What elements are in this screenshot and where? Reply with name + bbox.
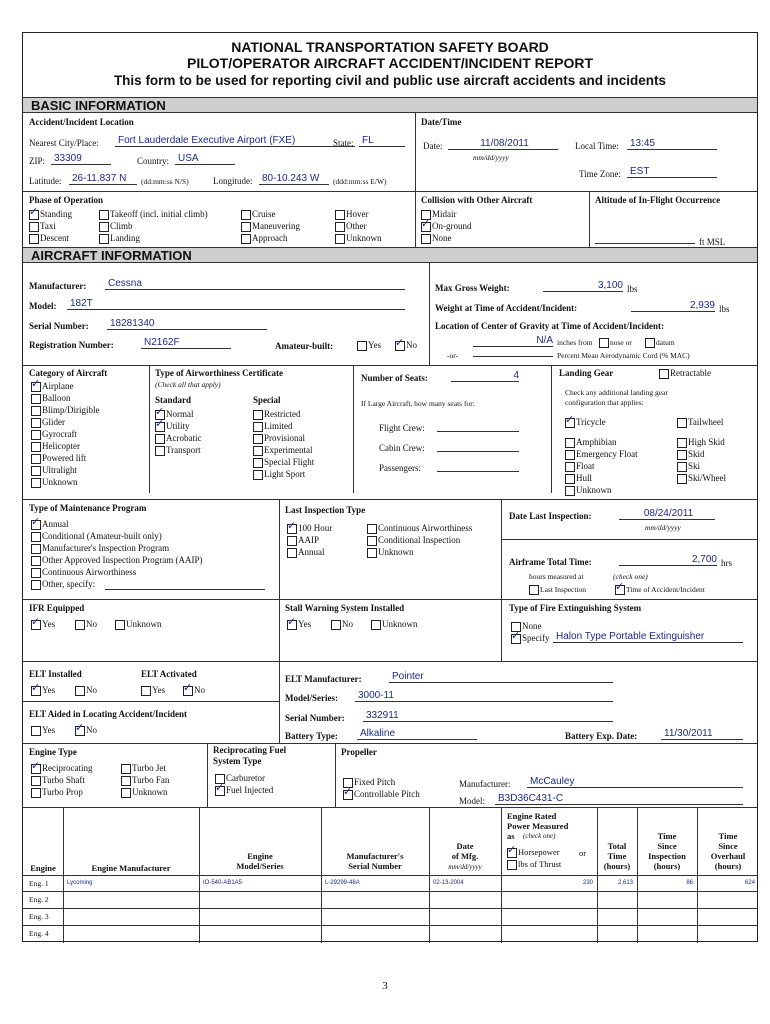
category-title: Category of Aircraft xyxy=(29,368,108,378)
elt-serial-label: Serial Number: xyxy=(285,713,345,723)
insp-continuous-checkbox[interactable]: Continuous Airworthiness xyxy=(367,523,472,534)
special-provisional-checkbox[interactable]: Provisional xyxy=(253,433,305,444)
elt-installed-title: ELT Installed xyxy=(29,669,82,679)
phase-standing-checkbox[interactable]: Standing ✓ xyxy=(29,209,72,220)
elt-manufacturer-field[interactable]: Pointer xyxy=(389,671,613,683)
elt-installed-no-checkbox[interactable]: No xyxy=(75,685,97,696)
gear-emergency-float-checkbox[interactable]: Emergency Float xyxy=(565,449,638,460)
latitude-field[interactable]: 26-11.837 N xyxy=(69,173,137,185)
maint-manufacturer-checkbox[interactable]: Manufacturer's Inspection Program xyxy=(31,543,169,554)
th-serial-1: Manufacturer's xyxy=(346,851,404,861)
phase-other-checkbox[interactable]: Other xyxy=(335,221,367,232)
stall-yes-checkbox[interactable]: Yes ✓ xyxy=(287,619,311,630)
mgw-unit: lbs xyxy=(627,284,638,294)
country-field[interactable]: USA xyxy=(175,153,235,165)
ifr-title: IFR Equipped xyxy=(29,603,85,613)
airworthiness-title: Type of Airworthiness Certificate xyxy=(155,368,284,378)
ifr-yes-checkbox[interactable]: Yes ✓ xyxy=(31,619,55,630)
fuel-system-title-1: Reciprocating Fuel xyxy=(213,745,287,755)
table-cell-date[interactable]: 02-13-2004 xyxy=(433,880,464,886)
latitude-format: (dd:mm:ss N/S) xyxy=(141,177,189,186)
passengers-field[interactable] xyxy=(437,461,519,472)
basic-information-header: BASIC INFORMATION xyxy=(23,97,757,113)
th-power-1: Engine Rated xyxy=(507,811,557,821)
cabin-crew-field[interactable] xyxy=(437,441,519,452)
local-time-label: Local Time: xyxy=(575,141,619,151)
elt-activated-title: ELT Activated xyxy=(141,669,197,679)
collision-none-checkbox[interactable]: None xyxy=(421,233,452,244)
maint-other-checkbox[interactable]: Other, specify: xyxy=(31,579,95,590)
nearest-city-label: Nearest City/Place: xyxy=(29,138,99,148)
th-model-2: Model/Series xyxy=(236,861,284,871)
phase-approach-checkbox[interactable]: Approach xyxy=(241,233,288,244)
gear-ski-wheel-checkbox[interactable]: Ski/Wheel xyxy=(677,473,726,484)
seats-label: Number of Seats: xyxy=(361,373,428,383)
standard-transport-checkbox[interactable]: Transport xyxy=(155,445,201,456)
th-horsepower-checkbox[interactable]: Horsepower ✓ xyxy=(507,847,560,858)
flight-crew-label: Flight Crew: xyxy=(379,423,425,433)
th-engine-manufacturer: Engine Manufacturer xyxy=(91,863,171,873)
th-ovh-2: Since xyxy=(718,841,738,851)
elt-aided-title: ELT Aided in Locating Accident/Incident xyxy=(29,709,188,719)
check-one-note: (check one) xyxy=(613,572,648,581)
category-helicopter-checkbox[interactable]: Helicopter xyxy=(31,441,80,452)
stall-warning-title: Stall Warning System Installed xyxy=(285,603,405,613)
gear-note-2: configuration that applies: xyxy=(565,398,644,407)
gear-unknown-checkbox[interactable]: Unknown xyxy=(565,485,612,496)
engine-turbo-shaft-checkbox[interactable]: Turbo Shaft xyxy=(31,775,85,786)
model-field[interactable]: 182T xyxy=(67,298,405,310)
longitude-field[interactable]: 80-10.243 W xyxy=(259,173,329,185)
table-row-engine: Eng. 3 xyxy=(29,912,49,921)
airframe-unit: hrs xyxy=(721,558,732,568)
table-cell-inspection[interactable]: 86 xyxy=(686,880,693,886)
gear-tailwheel-checkbox[interactable]: Tailwheel xyxy=(677,417,723,428)
gear-skid-checkbox[interactable]: Skid xyxy=(677,449,705,460)
special-experimental-checkbox[interactable]: Experimental xyxy=(253,445,312,456)
table-cell-total[interactable]: 2,613 xyxy=(617,880,633,886)
form-subtitle: This form to be used for reporting civil and public use aircraft accidents and incidents xyxy=(113,73,667,88)
category-airplane-checkbox[interactable]: Airplane ✓ xyxy=(31,381,74,392)
th-power-2: Power Measured xyxy=(507,821,569,831)
form-title-line2: PILOT/OPERATOR AIRCRAFT ACCIDENT/INCIDENT REPORT xyxy=(187,55,593,71)
registration-label: Registration Number: xyxy=(29,340,114,350)
elt-activated-yes-checkbox[interactable]: Yes xyxy=(141,685,165,696)
standard-acrobatic-checkbox[interactable]: Acrobatic xyxy=(155,433,201,444)
gear-note-1: Check any additional landing gear xyxy=(565,388,668,397)
fire-ext-title: Type of Fire Extinguishing System xyxy=(509,603,642,613)
cabin-crew-label: Cabin Crew: xyxy=(379,443,425,453)
th-model-1: Engine xyxy=(247,851,273,861)
cg-or: -or- xyxy=(447,351,459,360)
cg-datum-checkbox[interactable]: datum xyxy=(645,337,675,348)
collision-onground-checkbox[interactable]: On-ground ✓ xyxy=(421,221,472,232)
engine-unknown-checkbox[interactable]: Unknown xyxy=(121,787,168,798)
table-cell-power[interactable]: 230 xyxy=(582,880,593,886)
page-number: 3 xyxy=(382,980,388,992)
gear-retractable-checkbox[interactable]: Retractable xyxy=(659,368,711,379)
battery-exp-field[interactable]: 11/30/2011 xyxy=(661,728,743,740)
table-row-engine: Eng. 2 xyxy=(29,895,49,904)
ifr-unknown-checkbox[interactable]: Unknown xyxy=(115,619,162,630)
zip-label: ZIP: xyxy=(29,156,46,166)
country-label: Country: xyxy=(137,156,170,166)
date-last-inspection-field[interactable]: 08/24/2011 xyxy=(619,508,715,520)
manufacturer-field[interactable]: Cessna xyxy=(105,278,405,290)
propeller-title: Propeller xyxy=(341,747,377,757)
insp-100hour-checkbox[interactable]: 100 Hour ✓ xyxy=(287,523,332,534)
phase-landing-checkbox[interactable]: Landing xyxy=(99,233,140,244)
phase-unknown-checkbox[interactable]: Unknown xyxy=(335,233,382,244)
battery-type-label: Battery Type: xyxy=(285,731,338,741)
stall-no-checkbox[interactable]: No xyxy=(331,619,353,630)
special-flight-checkbox[interactable]: Special Flight xyxy=(253,457,314,468)
flight-crew-field[interactable] xyxy=(437,421,519,432)
engine-reciprocating-checkbox[interactable]: Reciprocating ✓ xyxy=(31,763,92,774)
table-cell-overhaul[interactable]: 624 xyxy=(744,880,755,886)
hours-measured-label: hours measured at xyxy=(529,572,584,581)
weight-at-accident-field[interactable]: 2,939 xyxy=(631,300,715,312)
nearest-city-field[interactable]: Fort Lauderdale Executive Airport (FXE) xyxy=(115,135,355,147)
landing-gear-title: Landing Gear xyxy=(559,368,614,378)
weight-unit: lbs xyxy=(719,304,730,314)
location-title: Accident/Incident Location xyxy=(29,117,134,127)
table-cell-manufacturer[interactable]: Lycoming xyxy=(67,880,93,886)
th-insp-3: Inspection xyxy=(648,851,686,861)
prop-model-field[interactable]: B3D36C431-C xyxy=(495,793,743,805)
gear-amphibian-checkbox[interactable]: Amphibian xyxy=(565,437,617,448)
prop-manufacturer-label: Manufacturer: xyxy=(459,779,511,789)
state-label: State: xyxy=(333,138,354,148)
elt-installed-yes-checkbox[interactable]: Yes ✓ xyxy=(31,685,55,696)
cg-nose-checkbox[interactable]: nose or xyxy=(599,337,632,348)
standard-normal-checkbox[interactable]: Normal ✓ xyxy=(155,409,194,420)
gear-ski-checkbox[interactable]: Ski xyxy=(677,461,700,472)
prop-controllable-checkbox[interactable]: Controllable Pitch ✓ xyxy=(343,789,420,800)
cg-inches-field[interactable]: N/A xyxy=(473,335,553,347)
gear-hull-checkbox[interactable]: Hull xyxy=(565,473,592,484)
seats-field[interactable]: 4 xyxy=(451,370,519,382)
phase-hover-checkbox[interactable]: Hover xyxy=(335,209,369,220)
phase-cruise-checkbox[interactable]: Cruise xyxy=(241,209,276,220)
th-date-3: mm/dd/yyyy xyxy=(448,863,482,871)
gear-float-checkbox[interactable]: Float xyxy=(565,461,595,472)
battery-type-field[interactable]: Alkaline xyxy=(357,728,477,740)
engine-turbo-jet-checkbox[interactable]: Turbo Jet xyxy=(121,763,166,774)
datetime-title: Date/Time xyxy=(421,117,462,127)
airframe-total-label: Airframe Total Time: xyxy=(509,557,592,567)
category-balloon-checkbox[interactable]: Balloon xyxy=(31,393,71,404)
date-label: Date: xyxy=(423,141,443,151)
cg-percent-mac: Percent Mean Aerodynamic Cord (% MAC) xyxy=(557,351,690,360)
th-ovh-1: Time xyxy=(718,831,738,841)
special-title: Special xyxy=(253,395,281,405)
elt-model-field[interactable]: 3000-11 xyxy=(355,690,613,702)
th-insp-4: (hours) xyxy=(653,861,681,871)
table-cell-serial[interactable]: L-29299-48A xyxy=(325,880,360,886)
elt-manufacturer-label: ELT Manufacturer: xyxy=(285,674,362,684)
prop-manufacturer-field[interactable]: McCauley xyxy=(527,776,743,788)
fuel-system-title-2: System Type xyxy=(213,756,262,766)
th-insp-2: Since xyxy=(657,841,677,851)
maint-conditional-checkbox[interactable]: Conditional (Amateur-built only) xyxy=(31,531,162,542)
th-ovh-4: (hours) xyxy=(714,861,742,871)
th-total-2: Time xyxy=(607,851,627,861)
th-insp-1: Time xyxy=(657,831,677,841)
serial-field[interactable]: 18281340 xyxy=(107,318,267,330)
engine-type-title: Engine Type xyxy=(29,747,77,757)
fire-none-checkbox[interactable]: None xyxy=(511,621,542,632)
measured-time-of-accident-checkbox[interactable]: Time of Accident/Incident ✓ xyxy=(615,584,705,595)
phase-climb-checkbox[interactable]: Climb xyxy=(99,221,133,232)
fuel-injected-checkbox[interactable]: Fuel Injected ✓ xyxy=(215,785,273,796)
insp-unknown-checkbox[interactable]: Unknown xyxy=(367,547,414,558)
elt-aided-yes-checkbox[interactable]: Yes xyxy=(31,725,55,736)
table-cell-model[interactable]: IO-540-AB1A5 xyxy=(203,880,243,886)
date-format: mm/dd/yyyy xyxy=(473,153,509,162)
th-total-3: (hours) xyxy=(603,861,631,871)
time-zone-label: Time Zone: xyxy=(579,169,621,179)
serial-label: Serial Number: xyxy=(29,321,89,331)
special-light-sport-checkbox[interactable]: Light Sport xyxy=(253,469,305,480)
insp-aaip-checkbox[interactable]: AAIP xyxy=(287,535,319,546)
th-thrust-checkbox[interactable]: lbs of Thrust xyxy=(507,859,561,870)
category-blimp-checkbox[interactable]: Blimp/Dirigible xyxy=(31,405,100,416)
amateur-yes-checkbox[interactable]: Yes xyxy=(357,340,381,351)
cg-inches-from: inches from xyxy=(557,338,593,347)
gear-tricycle-checkbox[interactable]: Tricycle ✓ xyxy=(565,417,606,428)
elt-serial-field[interactable]: 332911 xyxy=(363,710,613,722)
form-title-line1: NATIONAL TRANSPORTATION SAFETY BOARD xyxy=(231,39,549,55)
date-field[interactable]: 11/08/2011 xyxy=(448,138,558,150)
fire-specify-field[interactable]: Halon Type Portable Extinguisher xyxy=(553,631,743,643)
insp-annual-checkbox[interactable]: Annual xyxy=(287,547,325,558)
phase-descent-checkbox[interactable]: Descent xyxy=(29,233,69,244)
last-inspection-title: Last Inspection Type xyxy=(285,505,366,515)
engine-turbo-fan-checkbox[interactable]: Turbo Fan xyxy=(121,775,169,786)
th-power-4: (check one) xyxy=(523,832,556,840)
phase-taxi-checkbox[interactable]: Taxi xyxy=(29,221,56,232)
maint-other-field[interactable] xyxy=(105,579,265,590)
model-label: Model: xyxy=(29,301,57,311)
amateur-built-label: Amateur-built: xyxy=(275,341,334,351)
check-all-note: (Check all that apply) xyxy=(155,380,221,389)
maint-continuous-checkbox[interactable]: Continuous Airworthiness xyxy=(31,567,136,578)
th-engine: Engine xyxy=(30,863,56,873)
collision-title: Collision with Other Aircraft xyxy=(421,195,533,205)
th-or: or xyxy=(579,848,587,858)
category-ultralight-checkbox[interactable]: Ultralight xyxy=(31,465,77,476)
category-powered-lift-checkbox[interactable]: Powered lift xyxy=(31,453,86,464)
table-row-engine: Eng. 4 xyxy=(29,929,49,938)
phase-title: Phase of Operation xyxy=(29,195,103,205)
date-last-format: mm/dd/yyyy xyxy=(645,523,681,532)
maint-aaip-checkbox[interactable]: Other Approved Inspection Program (AAIP) xyxy=(31,555,202,566)
altitude-title: Altitude of In-Flight Occurrence xyxy=(595,195,721,205)
category-unknown-checkbox[interactable]: Unknown xyxy=(31,477,78,488)
airframe-total-field[interactable]: 2,700 xyxy=(619,554,717,566)
battery-exp-label: Battery Exp. Date: xyxy=(565,731,638,741)
fire-specify-checkbox[interactable]: Specify ✓ xyxy=(511,633,550,644)
max-gross-weight-label: Max Gross Weight: xyxy=(435,283,510,293)
zip-field[interactable]: 33309 xyxy=(51,153,111,165)
th-power-3: as xyxy=(507,831,515,841)
th-total-1: Total xyxy=(607,841,627,851)
weight-at-accident-label: Weight at Time of Accident/Incident: xyxy=(435,303,578,313)
altitude-unit: ft MSL xyxy=(699,237,726,247)
date-last-inspection-label: Date Last Inspection: xyxy=(509,511,592,521)
prop-model-label: Model: xyxy=(459,796,485,806)
maintenance-title: Type of Maintenance Program xyxy=(29,503,147,513)
category-gyrocraft-checkbox[interactable]: Gyrocraft xyxy=(31,429,77,440)
phase-takeoff-checkbox[interactable]: Takeoff (incl. initial climb) xyxy=(99,209,208,220)
special-limited-checkbox[interactable]: Limited xyxy=(253,421,293,432)
cg-percent-field[interactable] xyxy=(473,346,553,357)
stall-unknown-checkbox[interactable]: Unknown xyxy=(371,619,418,630)
special-restricted-checkbox[interactable]: Restricted xyxy=(253,409,301,420)
latitude-label: Latitude: xyxy=(29,176,62,186)
elt-model-label: Model/Series: xyxy=(285,693,338,703)
local-time-field[interactable]: 13:45 xyxy=(627,138,717,150)
elt-activated-no-checkbox[interactable]: No ✓ xyxy=(183,685,205,696)
report-form xyxy=(22,32,758,942)
collision-midair-checkbox[interactable]: Midair xyxy=(421,209,457,220)
standard-utility-checkbox[interactable]: Utility ✓ xyxy=(155,421,190,432)
gear-high-skid-checkbox[interactable]: High Skid xyxy=(677,437,725,448)
fuel-carburetor-checkbox[interactable]: Carburetor xyxy=(215,773,265,784)
state-field[interactable]: FL xyxy=(359,135,405,147)
altitude-field[interactable] xyxy=(595,233,695,244)
cg-label: Location of Center of Gravity at Time of Accident/Incident: xyxy=(435,321,664,331)
th-serial-2: Serial Number xyxy=(348,861,402,871)
standard-title: Standard xyxy=(155,395,192,405)
category-glider-checkbox[interactable]: Glider xyxy=(31,417,65,428)
ifr-no-checkbox[interactable]: No xyxy=(75,619,97,630)
phase-maneuvering-checkbox[interactable]: Maneuvering xyxy=(241,221,300,232)
th-date-1: Date xyxy=(456,841,474,851)
table-row-engine: Eng. 1 xyxy=(29,879,49,888)
large-aircraft-note: If Large Aircraft, how many seats for: xyxy=(361,399,475,408)
max-gross-weight-field[interactable]: 3,100 xyxy=(543,280,623,292)
registration-field[interactable]: N2162F xyxy=(141,337,231,349)
th-date-2: of Mfg. xyxy=(451,851,479,861)
aircraft-information-header: AIRCRAFT INFORMATION xyxy=(23,247,757,263)
manufacturer-label: Manufacturer: xyxy=(29,281,87,291)
measured-last-inspection-checkbox[interactable]: Last Inspection xyxy=(529,584,586,595)
insp-conditional-checkbox[interactable]: Conditional Inspection xyxy=(367,535,460,546)
elt-aided-no-checkbox[interactable]: No ✓ xyxy=(75,725,97,736)
amateur-no-checkbox[interactable]: No ✓ xyxy=(395,340,417,351)
maint-annual-checkbox[interactable]: Annual ✓ xyxy=(31,519,69,530)
longitude-label: Longitude: xyxy=(213,176,253,186)
passengers-label: Passengers: xyxy=(379,463,421,473)
th-ovh-3: Overhaul xyxy=(710,851,746,861)
time-zone-field[interactable]: EST xyxy=(627,166,717,178)
engine-turbo-prop-checkbox[interactable]: Turbo Prop xyxy=(31,787,83,798)
prop-fixed-checkbox[interactable]: Fixed Pitch xyxy=(343,777,395,788)
longitude-format: (ddd:mm:ss E/W) xyxy=(333,177,387,186)
